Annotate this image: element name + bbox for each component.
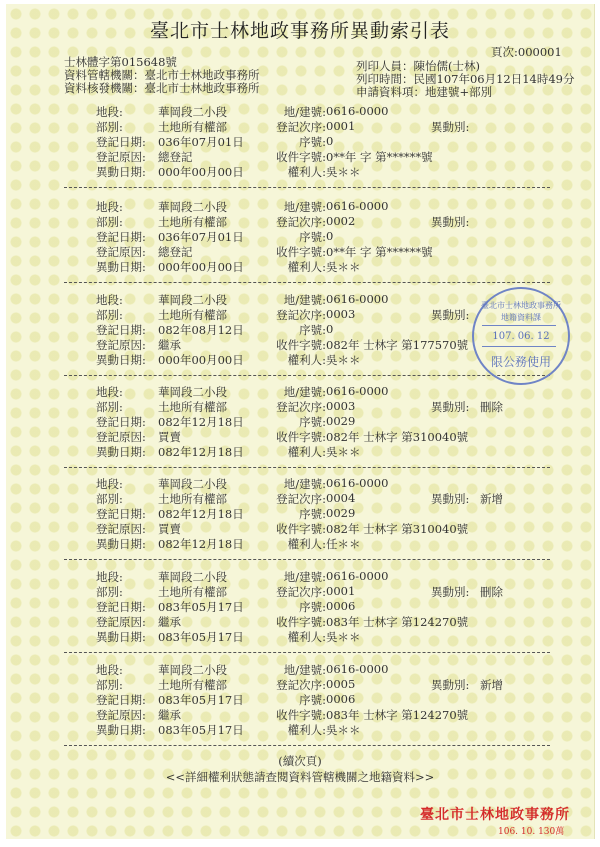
label-reg-order: 登記次序:: [276, 585, 326, 599]
value-parcel: 0616-0000: [326, 199, 389, 213]
label-receipt: 收件字號:: [276, 150, 326, 164]
value-seq: 0: [326, 322, 334, 336]
value-holder: 吳＊＊: [326, 630, 361, 644]
value-part: 土地所有權部: [158, 400, 227, 414]
label-holder: 權利人:: [287, 445, 326, 459]
label-part: 部別:: [96, 400, 123, 414]
value-reg-date: 083年05月17日: [158, 693, 244, 707]
value-seq: 0029: [326, 414, 356, 428]
value-reg-date: 036年07月01日: [158, 230, 244, 244]
value-parcel: 0616-0000: [326, 292, 389, 306]
label-change-type: 異動別:: [431, 120, 470, 134]
label-reg-date: 登記日期:: [96, 323, 146, 337]
label-change-date: 異動日期:: [96, 260, 146, 274]
label-reg-cause: 登記原因:: [96, 522, 146, 536]
page-number: 頁次:000001: [491, 45, 562, 59]
value-part: 土地所有權部: [158, 308, 227, 322]
label-receipt: 收件字號:: [276, 615, 326, 629]
value-reg-date: 082年12月18日: [158, 507, 244, 521]
value-reg-cause: 總登記: [158, 150, 193, 164]
seal-date: 107. 06. 12: [492, 331, 550, 342]
value-reg-order: 0001: [326, 584, 356, 598]
value-reg-order: 0003: [326, 307, 356, 321]
record-separator: [64, 282, 550, 283]
value-seq: 0006: [326, 599, 356, 613]
label-change-type: 異動別:: [431, 678, 470, 692]
value-parcel: 0616-0000: [326, 104, 389, 118]
print-time: 列印時間：民國107年06月12日14時49分: [356, 72, 575, 86]
value-reg-cause: 繼承: [158, 708, 181, 722]
label-part: 部別:: [96, 308, 123, 322]
label-parcel: 地/建號:: [283, 477, 326, 491]
value-receipt: 0**年 字 第******號: [326, 150, 433, 164]
value-receipt: 083年 士林字 第124270號: [326, 615, 469, 629]
label-part: 部別:: [96, 120, 123, 134]
value-holder: 任＊＊: [326, 537, 361, 551]
value-district: 華岡段二小段: [158, 477, 227, 491]
official-seal: [472, 287, 570, 385]
label-seq: 序號:: [299, 323, 326, 337]
value-change-date: 000年00月00日: [158, 165, 244, 179]
value-parcel: 0616-0000: [326, 384, 389, 398]
label-holder: 權利人:: [287, 260, 326, 274]
label-holder: 權利人:: [287, 537, 326, 551]
value-change-date: 083年05月17日: [158, 723, 244, 737]
value-holder: 吳＊＊: [326, 353, 361, 367]
record-separator: [64, 652, 550, 653]
label-holder: 權利人:: [287, 630, 326, 644]
label-reg-order: 登記次序:: [276, 308, 326, 322]
value-change-date: 000年00月00日: [158, 353, 244, 367]
label-change-type: 異動別:: [431, 400, 470, 414]
value-part: 土地所有權部: [158, 215, 227, 229]
value-part: 土地所有權部: [158, 678, 227, 692]
label-reg-order: 登記次序:: [276, 120, 326, 134]
value-parcel: 0616-0000: [326, 476, 389, 490]
label-parcel: 地/建號:: [283, 200, 326, 214]
label-change-date: 異動日期:: [96, 537, 146, 551]
label-parcel: 地/建號:: [283, 293, 326, 307]
value-seq: 0006: [326, 692, 356, 706]
label-district: 地段:: [96, 293, 123, 307]
label-reg-date: 登記日期:: [96, 415, 146, 429]
label-change-date: 異動日期:: [96, 165, 146, 179]
label-change-type: 異動別:: [431, 308, 470, 322]
label-receipt: 收件字號:: [276, 338, 326, 352]
value-seq: 0029: [326, 506, 356, 520]
label-district: 地段:: [96, 663, 123, 677]
value-reg-date: 082年08月12日: [158, 323, 244, 337]
label-change-date: 異動日期:: [96, 353, 146, 367]
value-change-type: 刪除: [480, 585, 503, 599]
label-reg-date: 登記日期:: [96, 507, 146, 521]
value-reg-cause: 總登記: [158, 245, 193, 259]
label-parcel: 地/建號:: [283, 663, 326, 677]
label-change-type: 異動別:: [431, 585, 470, 599]
label-district: 地段:: [96, 105, 123, 119]
label-reg-cause: 登記原因:: [96, 708, 146, 722]
label-reg-date: 登記日期:: [96, 693, 146, 707]
label-reg-order: 登記次序:: [276, 400, 326, 414]
seal-restriction: 限公務使用: [490, 355, 551, 369]
office-name-stamp: 臺北市士林地政事務所: [420, 807, 570, 823]
value-receipt: 083年 士林字 第124270號: [326, 708, 469, 722]
label-parcel: 地/建號:: [283, 105, 326, 119]
request-items: 申請資料項：地建號+部別: [356, 85, 493, 99]
label-change-date: 異動日期:: [96, 445, 146, 459]
record-separator: [64, 559, 550, 560]
continued-note: (續次頁): [278, 754, 322, 768]
label-change-date: 異動日期:: [96, 723, 146, 737]
seal-department: 地籍資料課: [501, 313, 541, 322]
value-change-date: 083年05月17日: [158, 630, 244, 644]
value-receipt: 082年 士林字 第177570號: [326, 338, 469, 352]
header-right: [356, 60, 574, 99]
label-seq: 序號:: [299, 507, 326, 521]
label-reg-date: 登記日期:: [96, 135, 146, 149]
record-block: [6, 662, 594, 754]
label-reg-cause: 登記原因:: [96, 615, 146, 629]
label-reg-cause: 登記原因:: [96, 150, 146, 164]
record-block: [6, 384, 594, 476]
label-parcel: 地/建號:: [283, 570, 326, 584]
label-district: 地段:: [96, 570, 123, 584]
label-holder: 權利人:: [287, 165, 326, 179]
label-seq: 序號:: [299, 230, 326, 244]
value-change-date: 082年12月18日: [158, 537, 244, 551]
issuing-authority: 資料核發機關：臺北市士林地政事務所: [64, 81, 260, 95]
label-reg-order: 登記次序:: [276, 215, 326, 229]
label-reg-date: 登記日期:: [96, 230, 146, 244]
label-seq: 序號:: [299, 415, 326, 429]
value-change-type: 刪除: [480, 400, 503, 414]
value-district: 華岡段二小段: [158, 385, 227, 399]
record-block: [6, 199, 594, 291]
value-holder: 吳＊＊: [326, 723, 361, 737]
value-reg-order: 0003: [326, 399, 356, 413]
record-separator: [64, 187, 550, 188]
value-district: 華岡段二小段: [158, 293, 227, 307]
value-reg-cause: 繼承: [158, 338, 181, 352]
label-holder: 權利人:: [287, 353, 326, 367]
label-reg-date: 登記日期:: [96, 600, 146, 614]
label-receipt: 收件字號:: [276, 708, 326, 722]
record-separator: [64, 467, 550, 468]
label-part: 部別:: [96, 492, 123, 506]
label-reg-order: 登記次序:: [276, 492, 326, 506]
value-seq: 0: [326, 229, 334, 243]
value-reg-cause: 買賣: [158, 522, 181, 536]
value-reg-date: 036年07月01日: [158, 135, 244, 149]
label-parcel: 地/建號:: [283, 385, 326, 399]
label-part: 部別:: [96, 585, 123, 599]
label-receipt: 收件字號:: [276, 522, 326, 536]
label-reg-order: 登記次序:: [276, 678, 326, 692]
label-part: 部別:: [96, 215, 123, 229]
document-page: [6, 4, 595, 839]
header-left: [64, 56, 260, 95]
seal-office: 臺北市士林地政事務所: [481, 301, 561, 310]
value-reg-order: 0002: [326, 214, 356, 228]
value-change-type: 新增: [480, 492, 503, 506]
value-change-date: 000年00月00日: [158, 260, 244, 274]
label-reg-cause: 登記原因:: [96, 338, 146, 352]
value-district: 華岡段二小段: [158, 200, 227, 214]
label-change-date: 異動日期:: [96, 630, 146, 644]
document-title: 臺北市士林地政事務所異動索引表: [149, 20, 450, 42]
value-reg-cause: 買賣: [158, 430, 181, 444]
value-parcel: 0616-0000: [326, 662, 389, 676]
value-district: 華岡段二小段: [158, 570, 227, 584]
value-reg-cause: 繼承: [158, 615, 181, 629]
label-seq: 序號:: [299, 693, 326, 707]
value-district: 華岡段二小段: [158, 105, 227, 119]
value-reg-date: 082年12月18日: [158, 415, 244, 429]
label-receipt: 收件字號:: [276, 245, 326, 259]
label-holder: 權利人:: [287, 723, 326, 737]
value-holder: 吳＊＊: [326, 260, 361, 274]
label-change-type: 異動別:: [431, 215, 470, 229]
value-change-date: 082年12月18日: [158, 445, 244, 459]
record-block: [6, 569, 594, 661]
value-receipt: 082年 士林字 第310040號: [326, 430, 469, 444]
value-part: 土地所有權部: [158, 120, 227, 134]
label-part: 部別:: [96, 678, 123, 692]
value-reg-order: 0005: [326, 677, 356, 691]
record-separator: [64, 375, 550, 376]
value-seq: 0: [326, 134, 334, 148]
label-receipt: 收件字號:: [276, 430, 326, 444]
value-district: 華岡段二小段: [158, 663, 227, 677]
value-holder: 吳＊＊: [326, 165, 361, 179]
record-block: [6, 104, 594, 196]
value-reg-order: 0004: [326, 491, 356, 505]
value-part: 土地所有權部: [158, 492, 227, 506]
value-part: 土地所有權部: [158, 585, 227, 599]
value-parcel: 0616-0000: [326, 569, 389, 583]
value-holder: 吳＊＊: [326, 445, 361, 459]
value-receipt: 082年 士林字 第310040號: [326, 522, 469, 536]
label-seq: 序號:: [299, 135, 326, 149]
data-authority: 資料管轄機關：臺北市士林地政事務所: [64, 68, 260, 82]
document-number: 士林體字第015648號: [64, 55, 177, 69]
value-reg-date: 083年05月17日: [158, 600, 244, 614]
label-district: 地段:: [96, 200, 123, 214]
record-block: [6, 476, 594, 568]
label-reg-cause: 登記原因:: [96, 430, 146, 444]
print-code: 106. 10. 130萬: [498, 827, 565, 837]
value-change-type: 新增: [480, 678, 503, 692]
label-change-type: 異動別:: [431, 492, 470, 506]
label-reg-cause: 登記原因:: [96, 245, 146, 259]
print-operator: 列印人員：陳怡儒(士林): [356, 59, 480, 73]
label-seq: 序號:: [299, 600, 326, 614]
label-district: 地段:: [96, 385, 123, 399]
value-receipt: 0**年 字 第******號: [326, 245, 433, 259]
label-district: 地段:: [96, 477, 123, 491]
value-reg-order: 0001: [326, 119, 356, 133]
record-separator: [64, 745, 550, 746]
footer-note: <<詳細權利狀態請查閱資料管轄機關之地籍資料>>: [165, 770, 435, 784]
